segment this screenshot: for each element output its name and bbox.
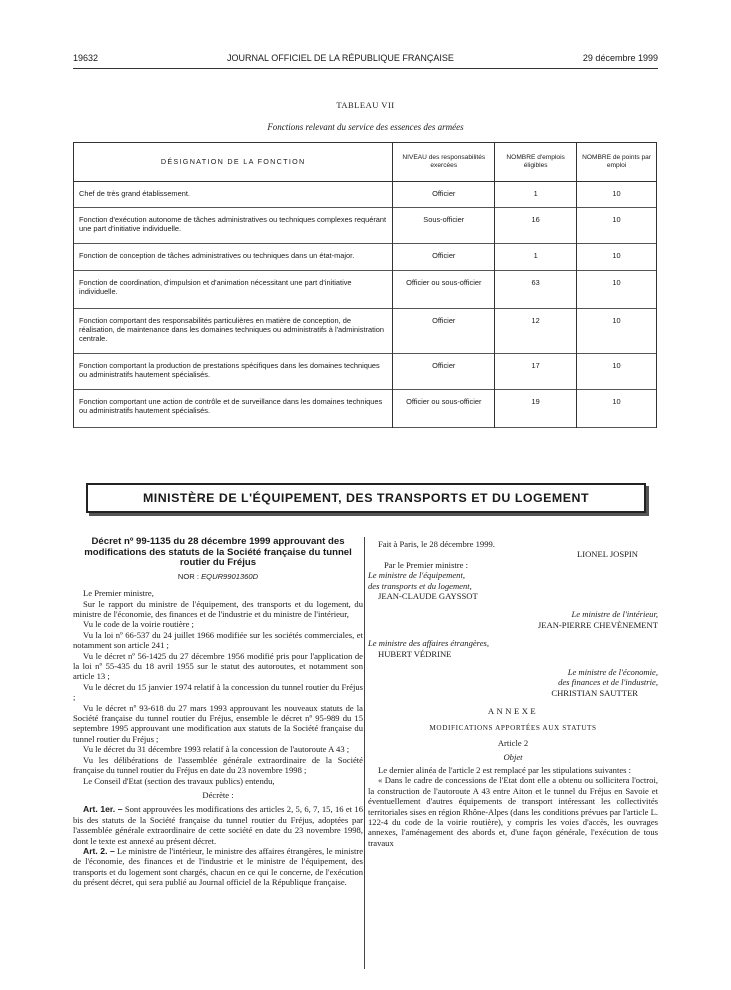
table-row — [74, 354, 657, 390]
article-2-text: Le ministre de l'intérieur, le ministre des affaires étrangères, le ministre de l'économie, des finances et de l'industrie et le ministre de l'équipement, des transports et du logement sont chargés, chacun en ce qui le concerne, de l'exécution du présent décret, qui sera publié au Journal officiel de la République française. — [73, 845, 364, 888]
issue-date: 29 décembre 1999 — [582, 53, 658, 63]
designation-cell: Chef de très grand établissement. — [74, 182, 393, 208]
annexe-paragraph: Le dernier alinéa de l'article 2 est remplacé par les stipulations suivantes : — [378, 764, 632, 775]
points-cell: 10 — [577, 390, 657, 428]
minister-economy-name: CHRISTIAN SAUTTER — [551, 687, 638, 698]
points-cell: 10 — [577, 244, 657, 271]
table-row — [74, 271, 657, 309]
table-row — [74, 182, 657, 208]
page-header — [73, 51, 658, 65]
niveau-cell: Officier — [393, 309, 495, 354]
table-row — [74, 244, 657, 271]
article-2 — [73, 846, 363, 888]
article-2-label: Art. 2. – — [83, 845, 115, 856]
decree-paragraph: Vu le décret nº 93-618 du 27 mars 1993 approuvant les nouveaux statuts de la Société française du tunnel routier du Fréjus, ensemble le décret nº 95-989 du 15 septembre 1995 approuvant une modification aux statuts de la Société française du tunnel routier du Fréjus ; — [73, 702, 363, 744]
niveau-cell: Officier ou sous-officier — [393, 271, 495, 309]
points-cell: 10 — [577, 182, 657, 208]
column-header: NOMBRE d'emplois éligibles — [495, 143, 577, 182]
designation-cell: Fonction d'exécution autonome de tâches administratives ou techniques complexes requérant une part d'initiative individuelle. — [74, 208, 393, 244]
table-row — [74, 208, 657, 244]
points-cell: 10 — [577, 208, 657, 244]
table-row — [74, 309, 657, 354]
column-header: NIVEAU des responsabilités exercées — [393, 143, 495, 182]
ministry-title: MINISTÈRE DE L'ÉQUIPEMENT, DES TRANSPORTS ET DU LOGEMENT — [142, 491, 590, 505]
article-1-label: Art. 1er. – — [83, 804, 123, 815]
column-header: NOMBRE de points par emploi — [577, 143, 657, 182]
decree-paragraph: Vu le décret du 15 janvier 1974 relatif à la concession du tunnel routier du Fréjus ; — [73, 681, 363, 703]
decrete-label: Décrète : — [202, 789, 234, 800]
decree-paragraph: Vu le décret du 31 décembre 1993 relatif à la concession de l'autoroute A 43 ; — [83, 744, 350, 755]
nor-label: NOR : — [177, 571, 199, 581]
niveau-cell: Sous-officier — [393, 208, 495, 244]
decree-paragraph: Vu le décret nº 56-1425 du 27 décembre 1956 modifié pris pour l'application de la loi nº 55-435 du 18 avril 1955 sur le statut des autoroutes, et notamment son article 13 ; — [73, 650, 363, 682]
annexe-title: ANNEXE — [487, 706, 539, 717]
decree-paragraph: Sur le rapport du ministre de l'équipement, des transports et du logement, du ministre de l'économie, des finances et de l'industrie et du ministre de l'intérieur, — [73, 598, 363, 619]
minister-economy-title-2: des finances et de l'industrie, — [558, 677, 658, 688]
niveau-cell: Officier — [393, 354, 495, 390]
emplois-cell: 12 — [495, 309, 577, 354]
annexe-paragraph: « Dans le cadre de concessions de l'Etat dont elle a obtenu ou sollicitera l'octroi, la construction de l'autoroute A 43 entre Aiton et le tunnel du Fréjus en Savoie et éventuellement d'autres équipements de transport intéressant les collectivités territoriales sises en région Rhône-Alpes (dans les conditions prévues par l'article L. 122-4 du code de la voirie routière), y compris les voies d'accès, les ouvrages annexes, l'aménagement des abords et, d'une façon générale, l'exécution de tous travaux — [368, 775, 658, 848]
decree-intro: Le Premier ministre, — [83, 588, 154, 599]
niveau-cell: Officier — [393, 244, 495, 271]
designation-cell: Fonction comportant la production de prestations spécifiques dans les domaines techniques ou administratifs hautement spécialisés. — [74, 354, 393, 390]
nor-reference — [73, 572, 363, 582]
decree-paragraph: Vu le code de la voirie routière ; — [83, 619, 194, 630]
annexe-article: Article 2 — [497, 738, 529, 749]
table-title: TABLEAU VII — [336, 100, 395, 110]
table-subtitle: Fonctions relevant du service des essences des armées — [267, 122, 464, 132]
decree-right-column — [368, 537, 658, 848]
signer-pm: LIONEL JOSPIN — [576, 549, 638, 560]
article-1-text: Sont approuvées les modifications des articles 2, 5, 6, 7, 15, 16 et 16 bis des statuts de la Société française du tunnel routier du Fréjus, adoptées par l'assemblée générale extraordinaire de cette société en date du 23 novembre 1998, dont le texte est annexé au présent décret. — [73, 804, 363, 846]
par-pm: Par le Premier ministre : — [384, 559, 469, 570]
emplois-cell: 19 — [495, 390, 577, 428]
decree-left-column — [73, 537, 363, 888]
column-header: DÉSIGNATION DE LA FONCTION — [74, 143, 393, 182]
header-rule — [73, 68, 658, 69]
column-divider — [364, 537, 365, 969]
decree-paragraph: Vu les délibérations de l'assemblée générale extraordinaire de la Société française du tunnel routier du Fréjus en date du 23 novembre 1998 ; — [73, 754, 363, 776]
emplois-cell: 63 — [495, 271, 577, 309]
minister-foreign-name: HUBERT VÉDRINE — [378, 648, 452, 659]
article-1 — [73, 804, 363, 846]
table-row — [74, 390, 657, 428]
emplois-cell: 1 — [495, 182, 577, 208]
points-cell: 10 — [577, 354, 657, 390]
page-number: 19632 — [73, 53, 99, 63]
designation-cell: Fonction de coordination, d'impulsion et d'animation nécessitant une part d'initiative individuelle. — [74, 271, 393, 309]
minister-equipment-title-2: des transports et du logement, — [368, 580, 472, 591]
functions-table — [73, 142, 657, 428]
annexe-objet: Objet — [503, 751, 523, 762]
emplois-cell: 1 — [495, 244, 577, 271]
designation-cell: Fonction comportant des responsabilités particulières en matière de conception, de réalisation, de maintenance dans les domaines techniques ou administratifs à l'administration centrale. — [74, 309, 393, 354]
journal-title: JOURNAL OFFICIEL DE LA RÉPUBLIQUE FRANÇAISE — [227, 53, 454, 63]
niveau-cell: Officier — [393, 182, 495, 208]
decree-title: Décret nº 99-1135 du 28 décembre 1999 approuvant des modifications des statuts de la Société française du tunnel routier du Fréjus — [84, 536, 352, 569]
points-cell: 10 — [577, 271, 657, 309]
minister-equipment-name: JEAN-CLAUDE GAYSSOT — [378, 591, 478, 602]
emplois-cell: 16 — [495, 208, 577, 244]
points-cell: 10 — [577, 309, 657, 354]
annexe-subtitle: MODIFICATIONS APPORTÉES AUX STATUTS — [429, 723, 597, 732]
designation-cell: Fonction de conception de tâches administratives ou techniques dans un état-major. — [74, 244, 393, 271]
emplois-cell: 17 — [495, 354, 577, 390]
done-at: Fait à Paris, le 28 décembre 1999. — [378, 539, 495, 549]
decree-paragraph: Vu la loi nº 66-537 du 24 juillet 1966 modifiée sur les sociétés commerciales, et notamment son article 241 ; — [73, 629, 363, 651]
minister-foreign-title: Le ministre des affaires étrangères, — [368, 638, 490, 649]
decree-paragraph: Le Conseil d'Etat (section des travaux publics) entendu, — [83, 775, 275, 786]
ministry-banner — [86, 483, 646, 513]
nor-code: EQUR9901360D — [201, 571, 259, 581]
designation-cell: Fonction comportant une action de contrôle et de surveillance dans les domaines techniques ou administratifs hautement spécialisés. — [74, 390, 393, 428]
niveau-cell: Officier ou sous-officier — [393, 390, 495, 428]
table-header-row — [74, 143, 657, 182]
minister-economy-title: Le ministre de l'économie, — [567, 667, 658, 678]
minister-interior-title: Le ministre de l'intérieur, — [571, 609, 658, 620]
minister-equipment-title: Le ministre de l'équipement, — [368, 570, 465, 581]
minister-interior-name: JEAN-PIERRE CHEVÈNEMENT — [537, 619, 658, 630]
